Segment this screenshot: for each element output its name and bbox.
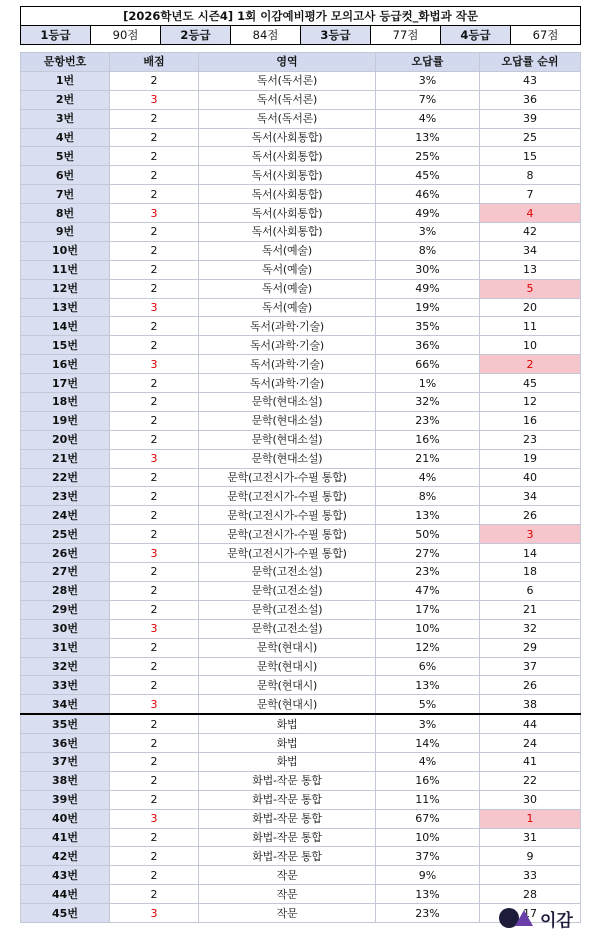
error-rate-cell: 13% bbox=[376, 128, 480, 147]
error-rank-cell: 6 bbox=[480, 581, 581, 600]
error-rate-cell: 49% bbox=[376, 204, 480, 223]
question-number-cell: 29번 bbox=[21, 600, 110, 619]
points-cell: 2 bbox=[110, 166, 199, 185]
points-cell: 2 bbox=[110, 581, 199, 600]
error-rate-cell: 17% bbox=[376, 600, 480, 619]
table-row bbox=[21, 468, 581, 487]
table-row bbox=[21, 695, 581, 714]
error-rate-cell: 8% bbox=[376, 487, 480, 506]
error-rank-cell: 39 bbox=[480, 109, 581, 128]
points-cell: 2 bbox=[110, 885, 199, 904]
points-cell: 3 bbox=[110, 204, 199, 223]
question-number-cell: 21번 bbox=[21, 449, 110, 468]
table-row bbox=[21, 204, 581, 223]
error-rate-cell: 10% bbox=[376, 619, 480, 638]
error-rank-cell: 21 bbox=[480, 600, 581, 619]
error-rank-cell: 28 bbox=[480, 885, 581, 904]
table-row bbox=[21, 317, 581, 336]
error-rank-cell: 26 bbox=[480, 506, 581, 525]
table-row bbox=[21, 241, 581, 260]
question-number-cell: 24번 bbox=[21, 506, 110, 525]
question-number-cell: 32번 bbox=[21, 657, 110, 676]
grade-score-2: 84점 bbox=[231, 26, 301, 45]
error-rate-cell: 13% bbox=[376, 885, 480, 904]
question-number-cell: 2번 bbox=[21, 90, 110, 109]
points-cell: 2 bbox=[110, 430, 199, 449]
area-cell: 독서(사회통합) bbox=[199, 166, 376, 185]
area-cell: 화법 bbox=[199, 714, 376, 733]
points-cell: 2 bbox=[110, 771, 199, 790]
question-number-cell: 38번 bbox=[21, 771, 110, 790]
area-cell: 독서(예술) bbox=[199, 298, 376, 317]
area-cell: 문학(고전시가-수필 통합) bbox=[199, 544, 376, 563]
error-rate-cell: 50% bbox=[376, 525, 480, 544]
error-rank-cell: 17 bbox=[480, 904, 581, 923]
table-row bbox=[21, 771, 581, 790]
error-rate-cell: 6% bbox=[376, 657, 480, 676]
error-rank-cell: 7 bbox=[480, 185, 581, 204]
error-rank-cell: 13 bbox=[480, 260, 581, 279]
error-rank-cell: 34 bbox=[480, 487, 581, 506]
area-cell: 문학(현대소설) bbox=[199, 411, 376, 430]
area-cell: 화법 bbox=[199, 734, 376, 753]
error-rate-cell: 12% bbox=[376, 638, 480, 657]
error-rank-cell: 15 bbox=[480, 147, 581, 166]
table-row bbox=[21, 393, 581, 412]
table-row bbox=[21, 734, 581, 753]
error-rate-cell: 25% bbox=[376, 147, 480, 166]
question-number-cell: 44번 bbox=[21, 885, 110, 904]
table-row bbox=[21, 109, 581, 128]
area-cell: 독서(과학·기술) bbox=[199, 317, 376, 336]
points-cell: 2 bbox=[110, 600, 199, 619]
area-cell: 문학(현대소설) bbox=[199, 449, 376, 468]
error-rank-cell: 8 bbox=[480, 166, 581, 185]
header-question-number: 문항번호 bbox=[21, 53, 110, 72]
points-cell: 3 bbox=[110, 355, 199, 374]
error-rank-cell: 40 bbox=[480, 468, 581, 487]
question-number-cell: 42번 bbox=[21, 847, 110, 866]
question-number-cell: 43번 bbox=[21, 866, 110, 885]
error-rate-cell: 3% bbox=[376, 714, 480, 733]
table-row bbox=[21, 487, 581, 506]
logo-text: 이감 bbox=[540, 910, 573, 931]
table-row bbox=[21, 374, 581, 393]
question-number-cell: 28번 bbox=[21, 581, 110, 600]
area-cell: 문학(고전시가-수필 통합) bbox=[199, 525, 376, 544]
points-cell: 3 bbox=[110, 904, 199, 923]
area-cell: 문학(현대시) bbox=[199, 657, 376, 676]
error-rate-cell: 27% bbox=[376, 544, 480, 563]
table-row bbox=[21, 619, 581, 638]
points-cell: 2 bbox=[110, 676, 199, 695]
area-cell: 문학(현대시) bbox=[199, 695, 376, 714]
grade-score-4: 67점 bbox=[511, 26, 581, 45]
area-cell: 화법-작문 통합 bbox=[199, 790, 376, 809]
points-cell: 2 bbox=[110, 260, 199, 279]
points-cell: 2 bbox=[110, 468, 199, 487]
area-cell: 화법-작문 통합 bbox=[199, 847, 376, 866]
area-cell: 문학(현대소설) bbox=[199, 393, 376, 412]
error-rate-cell: 4% bbox=[376, 468, 480, 487]
error-rank-cell: 2 bbox=[480, 355, 581, 374]
area-cell: 독서(예술) bbox=[199, 241, 376, 260]
igam-logo-icon bbox=[499, 908, 533, 928]
area-cell: 화법-작문 통합 bbox=[199, 809, 376, 828]
points-cell: 2 bbox=[110, 657, 199, 676]
error-rank-cell: 14 bbox=[480, 544, 581, 563]
question-number-cell: 10번 bbox=[21, 241, 110, 260]
area-cell: 독서(과학·기술) bbox=[199, 355, 376, 374]
table-row bbox=[21, 581, 581, 600]
question-number-cell: 9번 bbox=[21, 223, 110, 242]
error-rate-cell: 13% bbox=[376, 676, 480, 695]
question-number-cell: 27번 bbox=[21, 563, 110, 582]
table-row bbox=[21, 847, 581, 866]
question-number-cell: 22번 bbox=[21, 468, 110, 487]
points-cell: 2 bbox=[110, 638, 199, 657]
question-number-cell: 26번 bbox=[21, 544, 110, 563]
error-rate-cell: 23% bbox=[376, 563, 480, 582]
table-row bbox=[21, 166, 581, 185]
points-cell: 3 bbox=[110, 544, 199, 563]
area-cell: 문학(고전소설) bbox=[199, 563, 376, 582]
area-cell: 독서(사회통합) bbox=[199, 185, 376, 204]
question-number-cell: 40번 bbox=[21, 809, 110, 828]
area-cell: 작문 bbox=[199, 866, 376, 885]
points-cell: 2 bbox=[110, 563, 199, 582]
question-number-cell: 8번 bbox=[21, 204, 110, 223]
error-rate-cell: 67% bbox=[376, 809, 480, 828]
error-rank-cell: 18 bbox=[480, 563, 581, 582]
grade-score-3: 77점 bbox=[371, 26, 441, 45]
area-cell: 작문 bbox=[199, 885, 376, 904]
table-header-row bbox=[21, 53, 581, 72]
error-rate-cell: 9% bbox=[376, 866, 480, 885]
points-cell: 3 bbox=[110, 90, 199, 109]
table-row bbox=[21, 506, 581, 525]
question-number-cell: 15번 bbox=[21, 336, 110, 355]
area-cell: 문학(현대소설) bbox=[199, 430, 376, 449]
points-cell: 2 bbox=[110, 525, 199, 544]
points-cell: 2 bbox=[110, 866, 199, 885]
question-number-cell: 25번 bbox=[21, 525, 110, 544]
table-row bbox=[21, 676, 581, 695]
grade-cut-row bbox=[21, 26, 581, 45]
error-rate-cell: 36% bbox=[376, 336, 480, 355]
table-row bbox=[21, 600, 581, 619]
points-cell: 3 bbox=[110, 695, 199, 714]
error-rank-cell: 42 bbox=[480, 223, 581, 242]
question-number-cell: 30번 bbox=[21, 619, 110, 638]
table-row bbox=[21, 790, 581, 809]
error-rate-cell: 35% bbox=[376, 317, 480, 336]
error-rank-cell: 11 bbox=[480, 317, 581, 336]
error-rate-cell: 1% bbox=[376, 374, 480, 393]
question-number-cell: 11번 bbox=[21, 260, 110, 279]
error-rate-cell: 11% bbox=[376, 790, 480, 809]
error-rate-cell: 45% bbox=[376, 166, 480, 185]
question-number-cell: 33번 bbox=[21, 676, 110, 695]
table-row bbox=[21, 430, 581, 449]
question-number-cell: 12번 bbox=[21, 279, 110, 298]
error-rank-cell: 41 bbox=[480, 752, 581, 771]
error-rate-cell: 32% bbox=[376, 393, 480, 412]
table-row bbox=[21, 449, 581, 468]
question-number-cell: 34번 bbox=[21, 695, 110, 714]
error-rate-cell: 21% bbox=[376, 449, 480, 468]
table-row bbox=[21, 714, 581, 733]
question-number-cell: 4번 bbox=[21, 128, 110, 147]
error-rate-cell: 16% bbox=[376, 430, 480, 449]
error-rank-cell: 32 bbox=[480, 619, 581, 638]
points-cell: 2 bbox=[110, 71, 199, 90]
area-cell: 독서(독서론) bbox=[199, 71, 376, 90]
grade-label-1: 1등급 bbox=[21, 26, 91, 45]
grade-label-3: 3등급 bbox=[301, 26, 371, 45]
error-rate-cell: 5% bbox=[376, 695, 480, 714]
points-cell: 3 bbox=[110, 809, 199, 828]
area-cell: 독서(사회통합) bbox=[199, 223, 376, 242]
table-row bbox=[21, 638, 581, 657]
table-row bbox=[21, 885, 581, 904]
question-number-cell: 6번 bbox=[21, 166, 110, 185]
error-rate-cell: 30% bbox=[376, 260, 480, 279]
table-row bbox=[21, 866, 581, 885]
question-number-cell: 31번 bbox=[21, 638, 110, 657]
header-area: 영역 bbox=[199, 53, 376, 72]
table-row bbox=[21, 223, 581, 242]
area-cell: 독서(사회통합) bbox=[199, 147, 376, 166]
area-cell: 문학(고전소설) bbox=[199, 619, 376, 638]
question-stats-table bbox=[20, 52, 581, 923]
area-cell: 독서(과학·기술) bbox=[199, 336, 376, 355]
grade-label-2: 2등급 bbox=[161, 26, 231, 45]
points-cell: 2 bbox=[110, 506, 199, 525]
error-rate-cell: 66% bbox=[376, 355, 480, 374]
table-row bbox=[21, 752, 581, 771]
table-row bbox=[21, 525, 581, 544]
points-cell: 2 bbox=[110, 241, 199, 260]
error-rank-cell: 34 bbox=[480, 241, 581, 260]
table-row bbox=[21, 71, 581, 90]
table-row bbox=[21, 828, 581, 847]
error-rate-cell: 37% bbox=[376, 847, 480, 866]
error-rank-cell: 4 bbox=[480, 204, 581, 223]
points-cell: 3 bbox=[110, 298, 199, 317]
points-cell: 2 bbox=[110, 828, 199, 847]
points-cell: 2 bbox=[110, 487, 199, 506]
error-rank-cell: 10 bbox=[480, 336, 581, 355]
table-row bbox=[21, 411, 581, 430]
question-number-cell: 14번 bbox=[21, 317, 110, 336]
header-error-rate: 오답률 bbox=[376, 53, 480, 72]
error-rate-cell: 7% bbox=[376, 90, 480, 109]
points-cell: 2 bbox=[110, 128, 199, 147]
table-row bbox=[21, 544, 581, 563]
error-rank-cell: 1 bbox=[480, 809, 581, 828]
error-rank-cell: 43 bbox=[480, 71, 581, 90]
error-rate-cell: 3% bbox=[376, 71, 480, 90]
area-cell: 독서(독서론) bbox=[199, 109, 376, 128]
error-rank-cell: 9 bbox=[480, 847, 581, 866]
question-number-cell: 35번 bbox=[21, 714, 110, 733]
error-rank-cell: 30 bbox=[480, 790, 581, 809]
error-rate-cell: 3% bbox=[376, 223, 480, 242]
error-rank-cell: 5 bbox=[480, 279, 581, 298]
question-number-cell: 1번 bbox=[21, 71, 110, 90]
grade-score-1: 90점 bbox=[91, 26, 161, 45]
points-cell: 2 bbox=[110, 279, 199, 298]
question-number-cell: 20번 bbox=[21, 430, 110, 449]
header-points: 배점 bbox=[110, 53, 199, 72]
area-cell: 화법 bbox=[199, 752, 376, 771]
error-rank-cell: 12 bbox=[480, 393, 581, 412]
error-rate-cell: 49% bbox=[376, 279, 480, 298]
question-number-cell: 23번 bbox=[21, 487, 110, 506]
question-number-cell: 41번 bbox=[21, 828, 110, 847]
table-row bbox=[21, 563, 581, 582]
error-rank-cell: 19 bbox=[480, 449, 581, 468]
points-cell: 3 bbox=[110, 449, 199, 468]
area-cell: 독서(사회통합) bbox=[199, 128, 376, 147]
table-row bbox=[21, 260, 581, 279]
points-cell: 2 bbox=[110, 734, 199, 753]
error-rank-cell: 24 bbox=[480, 734, 581, 753]
question-number-cell: 7번 bbox=[21, 185, 110, 204]
question-number-cell: 45번 bbox=[21, 904, 110, 923]
error-rank-cell: 38 bbox=[480, 695, 581, 714]
error-rank-cell: 26 bbox=[480, 676, 581, 695]
question-number-cell: 36번 bbox=[21, 734, 110, 753]
header-error-rank: 오답률 순위 bbox=[480, 53, 581, 72]
table-row bbox=[21, 657, 581, 676]
area-cell: 문학(현대시) bbox=[199, 676, 376, 695]
error-rate-cell: 23% bbox=[376, 904, 480, 923]
error-rate-cell: 46% bbox=[376, 185, 480, 204]
grade-label-4: 4등급 bbox=[441, 26, 511, 45]
table-row bbox=[21, 128, 581, 147]
error-rank-cell: 37 bbox=[480, 657, 581, 676]
table-row bbox=[21, 336, 581, 355]
points-cell: 2 bbox=[110, 109, 199, 128]
error-rank-cell: 23 bbox=[480, 430, 581, 449]
error-rank-cell: 16 bbox=[480, 411, 581, 430]
area-cell: 문학(현대시) bbox=[199, 638, 376, 657]
points-cell: 2 bbox=[110, 752, 199, 771]
area-cell: 문학(고전소설) bbox=[199, 600, 376, 619]
error-rank-cell: 33 bbox=[480, 866, 581, 885]
table-row bbox=[21, 147, 581, 166]
page-title: [2026학년도 시즌4] 1회 이감예비평가 모의고사 등급컷_화법과 작문 bbox=[21, 7, 581, 26]
area-cell: 화법-작문 통합 bbox=[199, 771, 376, 790]
error-rank-cell: 22 bbox=[480, 771, 581, 790]
error-rank-cell: 31 bbox=[480, 828, 581, 847]
error-rate-cell: 14% bbox=[376, 734, 480, 753]
error-rate-cell: 10% bbox=[376, 828, 480, 847]
area-cell: 작문 bbox=[199, 904, 376, 923]
points-cell: 2 bbox=[110, 223, 199, 242]
area-cell: 독서(사회통합) bbox=[199, 204, 376, 223]
error-rate-cell: 13% bbox=[376, 506, 480, 525]
points-cell: 2 bbox=[110, 374, 199, 393]
points-cell: 2 bbox=[110, 411, 199, 430]
table-row bbox=[21, 355, 581, 374]
points-cell: 2 bbox=[110, 847, 199, 866]
area-cell: 문학(고전시가-수필 통합) bbox=[199, 506, 376, 525]
error-rank-cell: 20 bbox=[480, 298, 581, 317]
table-row bbox=[21, 809, 581, 828]
question-number-cell: 18번 bbox=[21, 393, 110, 412]
table-body bbox=[21, 71, 581, 922]
error-rate-cell: 16% bbox=[376, 771, 480, 790]
error-rate-cell: 8% bbox=[376, 241, 480, 260]
points-cell: 2 bbox=[110, 714, 199, 733]
points-cell: 2 bbox=[110, 393, 199, 412]
question-number-cell: 19번 bbox=[21, 411, 110, 430]
points-cell: 2 bbox=[110, 336, 199, 355]
error-rank-cell: 29 bbox=[480, 638, 581, 657]
igam-logo bbox=[499, 906, 573, 930]
question-number-cell: 5번 bbox=[21, 147, 110, 166]
table-row bbox=[21, 904, 581, 923]
error-rank-cell: 45 bbox=[480, 374, 581, 393]
area-cell: 문학(고전시가-수필 통합) bbox=[199, 468, 376, 487]
area-cell: 독서(독서론) bbox=[199, 90, 376, 109]
area-cell: 화법-작문 통합 bbox=[199, 828, 376, 847]
area-cell: 독서(예술) bbox=[199, 260, 376, 279]
area-cell: 독서(예술) bbox=[199, 279, 376, 298]
points-cell: 2 bbox=[110, 147, 199, 166]
question-number-cell: 13번 bbox=[21, 298, 110, 317]
error-rank-cell: 25 bbox=[480, 128, 581, 147]
grade-cut-table bbox=[20, 6, 581, 45]
area-cell: 문학(고전소설) bbox=[199, 581, 376, 600]
question-number-cell: 16번 bbox=[21, 355, 110, 374]
table-row bbox=[21, 90, 581, 109]
area-cell: 독서(과학·기술) bbox=[199, 374, 376, 393]
table-row bbox=[21, 279, 581, 298]
question-number-cell: 3번 bbox=[21, 109, 110, 128]
error-rate-cell: 4% bbox=[376, 752, 480, 771]
error-rate-cell: 23% bbox=[376, 411, 480, 430]
error-rate-cell: 47% bbox=[376, 581, 480, 600]
points-cell: 2 bbox=[110, 790, 199, 809]
question-number-cell: 39번 bbox=[21, 790, 110, 809]
error-rank-cell: 3 bbox=[480, 525, 581, 544]
error-rank-cell: 36 bbox=[480, 90, 581, 109]
points-cell: 3 bbox=[110, 619, 199, 638]
error-rate-cell: 4% bbox=[376, 109, 480, 128]
table-row bbox=[21, 298, 581, 317]
error-rank-cell: 44 bbox=[480, 714, 581, 733]
question-number-cell: 37번 bbox=[21, 752, 110, 771]
question-number-cell: 17번 bbox=[21, 374, 110, 393]
error-rate-cell: 19% bbox=[376, 298, 480, 317]
points-cell: 2 bbox=[110, 317, 199, 336]
table-row bbox=[21, 185, 581, 204]
points-cell: 2 bbox=[110, 185, 199, 204]
area-cell: 문학(고전시가-수필 통합) bbox=[199, 487, 376, 506]
